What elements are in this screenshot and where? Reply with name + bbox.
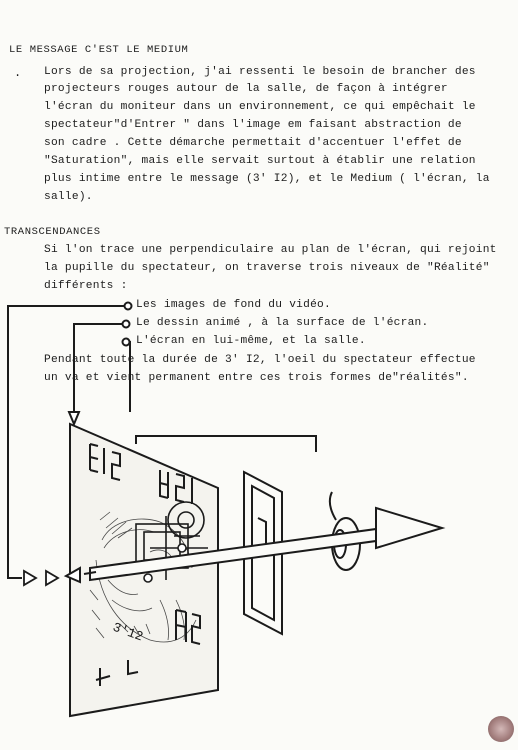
arrowhead-left-1 (24, 571, 36, 585)
paragraph-line: son cadre . Cette démarche permettait d'accentuer l'effet de (44, 137, 462, 149)
paragraph-line: Lors de sa projection, j'ai ressenti le besoin de brancher des (44, 66, 476, 78)
paragraph-line: la pupille du spectateur, on traverse trois niveaux de "Réalité" (44, 262, 490, 274)
reality-level-item: Les images de fond du vidéo. (136, 299, 331, 311)
paragraph-line: plus intime entre le message (3' I2), et le Medium ( l'écran, la (44, 173, 490, 185)
paragraph-line: Pendant toute la durée de 3' I2, l'oeil du spectateur effectue (44, 354, 476, 366)
paragraph-line: spectateur"d'Entrer " dans l'image em faisant abstraction de (44, 119, 462, 131)
paragraph-line: "Saturation", mais elle servait surtout à établir une relation (44, 155, 476, 167)
paragraph-line: l'écran du moniteur dans un environnement, ce qui empêchait le (44, 101, 476, 113)
connector-line-level-2 (69, 321, 130, 425)
section-heading-transcendances: TRANSCENDANCES (4, 226, 101, 238)
arrowhead-left-2 (46, 571, 58, 585)
reality-level-item: Le dessin animé , à la surface de l'écran. (136, 317, 429, 329)
reality-level-item: L'écran en lui-même, et la salle. (136, 335, 366, 347)
screen-digits-label: 3'12 (110, 619, 146, 645)
paragraph-line: salle). (44, 191, 93, 203)
paragraph-line: projecteurs rouges autour de la salle, de façon à intégrer (44, 83, 448, 95)
section-heading-medium: LE MESSAGE C'EST LE MEDIUM (9, 44, 189, 56)
paragraph-line: différents : (44, 280, 128, 292)
archive-stamp (488, 716, 514, 742)
connector-line-level-3 (123, 339, 131, 413)
paragraph-line: un va et vient permanent entre ces trois formes de"réalités". (44, 372, 469, 384)
paragraph-line: Si l'on trace une perpendiculaire au plan de l'écran, qui rejoint (44, 244, 497, 256)
bracket-room (136, 436, 316, 452)
bullet-dot: . (14, 66, 22, 80)
